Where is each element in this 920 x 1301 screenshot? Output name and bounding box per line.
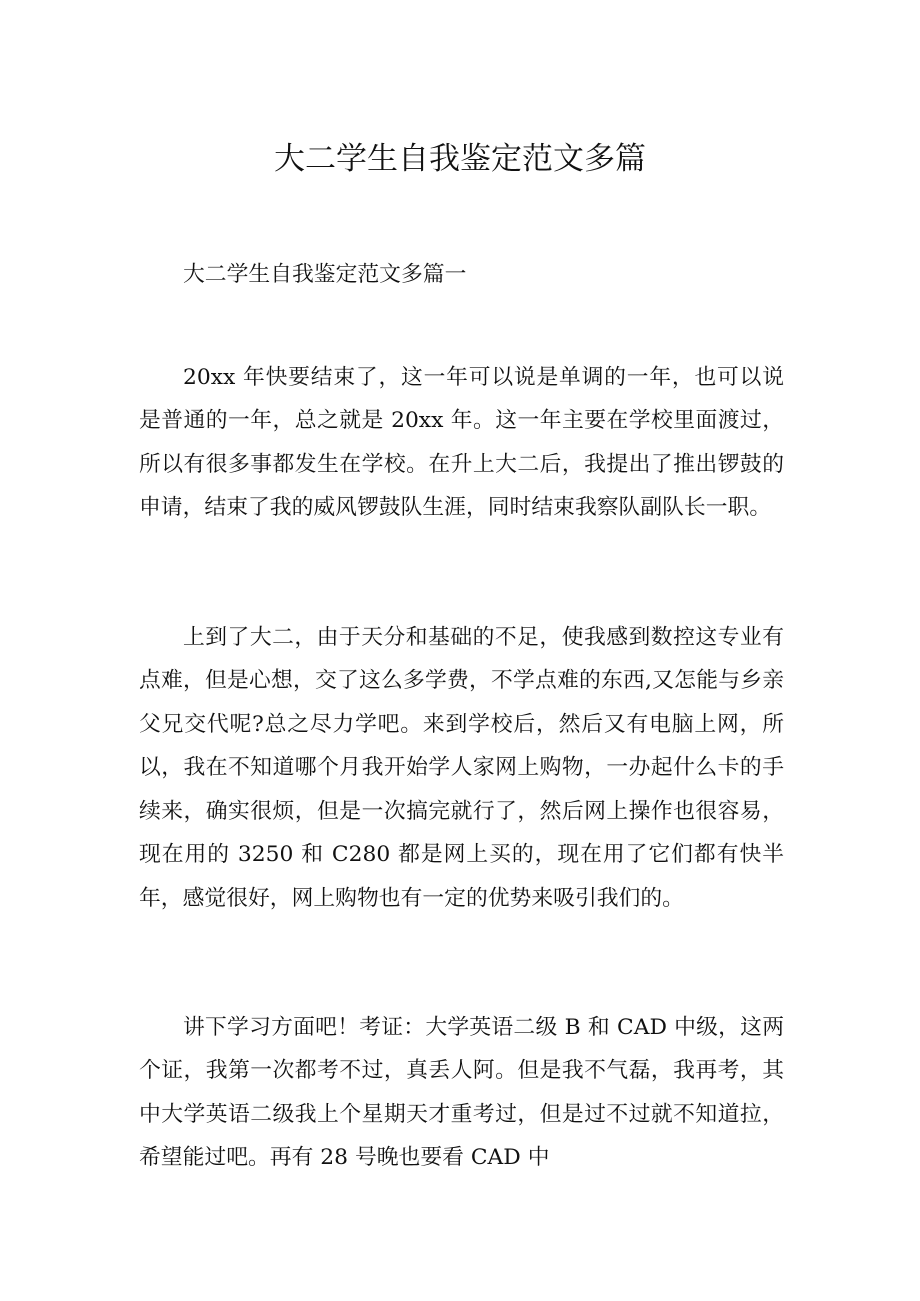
body-paragraph-2: 上到了大二，由于天分和基础的不足，使我感到数控这专业有点难，但是心想，交了这么多学费，不学点难的东西,又怎能与乡亲父兄交代呢?总之尽力学吧。来到学校后，然后又有电脑上网，所以，我在不知道哪个月我开始学人家网上购物，一办起什么卡的手续来，确实很烦，但是一次搞完就行了，然后网上操作也很容易，现在用的 3250 和 C280 都是网上买的，现在用了它们都有快半年，感觉很好，网上购物也有一定的优势来吸引我们的。: [139, 624, 784, 911]
body-paragraph-1: 20xx 年快要结束了，这一年可以说是单调的一年，也可以说是普通的一年，总之就是 20xx 年。这一年主要在学校里面渡过，所以有很多事都发生在学校。在升上大二后，我提出了推出锣鼓的申请，结束了我的威风锣鼓队生涯，同时结束我察队副队长一职。: [139, 364, 784, 521]
body-paragraph-3: 讲下学习方面吧！考证：大学英语二级 B 和 CAD 中级，这两个证，我第一次都考不过，真丢人阿。但是我不气磊，我再考，其中大学英语二级我上个星期天才重考过，但是过不过就不知道拉，希望能过吧。再有 28 号晚也要看 CAD 中: [139, 1014, 784, 1171]
document-title: 大二学生自我鉴定范文多篇: [274, 140, 646, 177]
section-title: 大二学生自我鉴定范文多篇一: [183, 262, 467, 287]
